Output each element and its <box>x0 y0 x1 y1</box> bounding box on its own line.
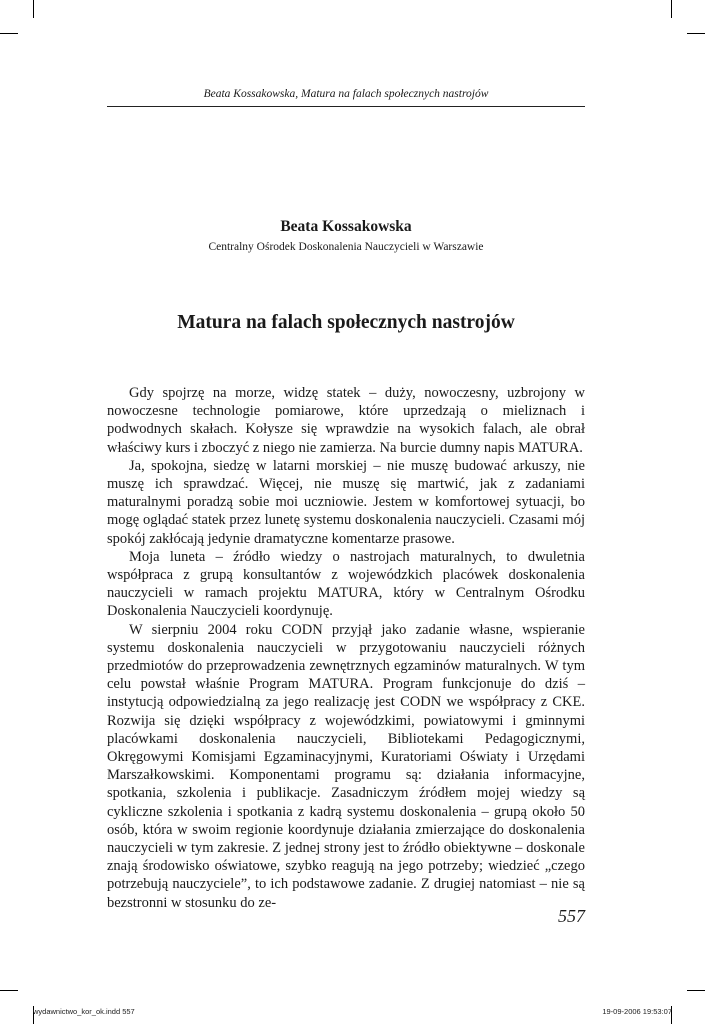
paragraph-4: W sierpniu 2004 roku CODN przyjął jako zadanie własne, wspieranie systemu doskonalenia nauczycieli w przygotowaniu nauczycieli różnych przedmiotów do przeprowadzenia zewnętrznych egzaminów maturalnych. W tym celu powstał właśnie Program MATURA. Program funkcjonuje do dziś – instytucją odpowiedzialną za jego realizację jest CODN we współpracy z CKE. Rozwija się dzięki współpracy z wojewódzkimi, powiatowymi i gminnymi placówkami doskonalenia nauczycieli, Bibliotekami Pedagogicznymi, Okręgowymi Komisjami Egzaminacyjnymi, Kuratoriami Oświaty i Urzędami Marszałkowskimi. Komponentami programu są: działania informacyjne, spotkania, szkolenia i publikacje. Zasadniczym źródłem mojej wiedzy są cykliczne szkolenia i spotkania z kadrą systemu doskonalenia – grupą około 50 osób, która w swoim regionie koordynuje działania zmierzające do doskonalenia nauczycieli w tym zakresie. Z jednej strony jest to źródło obiektywne – doskonale znają środowisko oświatowe, szybko reagują na jego potrzeby; wiedzieć „czego potrzebują nauczyciele”, to ich podstawowe zadanie. Z drugiej natomiast – nie są bezstronni w stosunku do ze- <box>107 621 585 911</box>
author-name: Beata Kossakowska <box>280 218 412 235</box>
running-header: Beata Kossakowska, Matura na falach społecznych nastrojów <box>203 88 489 100</box>
crop-mark-left-top <box>0 33 18 34</box>
crop-mark-top-left <box>33 0 34 18</box>
print-slug-datetime: 19-09-2006 19:53:07 <box>602 1007 672 1016</box>
header-rule <box>107 106 585 107</box>
paragraph-1: Gdy spojrzę na morze, widzę statek – duży, nowoczesny, uzbrojony w nowoczesne technologie pomiarowe, które uprzedzają o mieliznach i podwodnych skałach. Kołysze się wprawdzie na wysokich falach, ale obrał właściwy kurs i zboczyć z niego nie zamierza. Na burcie dumny napis MATURA. <box>107 385 585 456</box>
crop-mark-right-bottom <box>687 990 705 991</box>
page-number: 557 <box>558 906 585 926</box>
author-affiliation: Centralny Ośrodek Doskonalenia Nauczycieli w Warszawie <box>208 241 484 253</box>
paragraph-3: Moja luneta – źródło wiedzy o nastrojach maturalnych, to dwuletnia współpraca z grupą konsultantów z wojewódzkich placówek doskonalenia nauczycieli w ramach projektu MATURA, który w Centralnym Ośrodku Doskonalenia Nauczycieli koordynuję. <box>107 548 585 620</box>
print-slug-file: wydawnictwo_kor_ok.indd 557 <box>33 1007 135 1016</box>
article-title: Matura na falach społecznych nastrojów <box>177 312 515 333</box>
crop-mark-left-bottom <box>0 990 18 991</box>
crop-mark-top-right <box>671 0 672 18</box>
crop-mark-right-top <box>687 33 705 34</box>
paragraph-2: Ja, spokojna, siedzę w latarni morskiej – nie muszę budować arkuszy, nie muszę ich sprawdzać. Więcej, nie muszę się martwić, jak z zadaniami maturalnymi poradzą sobie moi uczniowie. Jestem w komfortowej sytuacji, bo mogę oglądać statek przez lunetę systemu doskonalenia nauczycieli. Czasami mój spokój zakłócają jedynie dramatyczne komentarze prasowe. <box>107 457 585 547</box>
article-body <box>107 384 585 912</box>
